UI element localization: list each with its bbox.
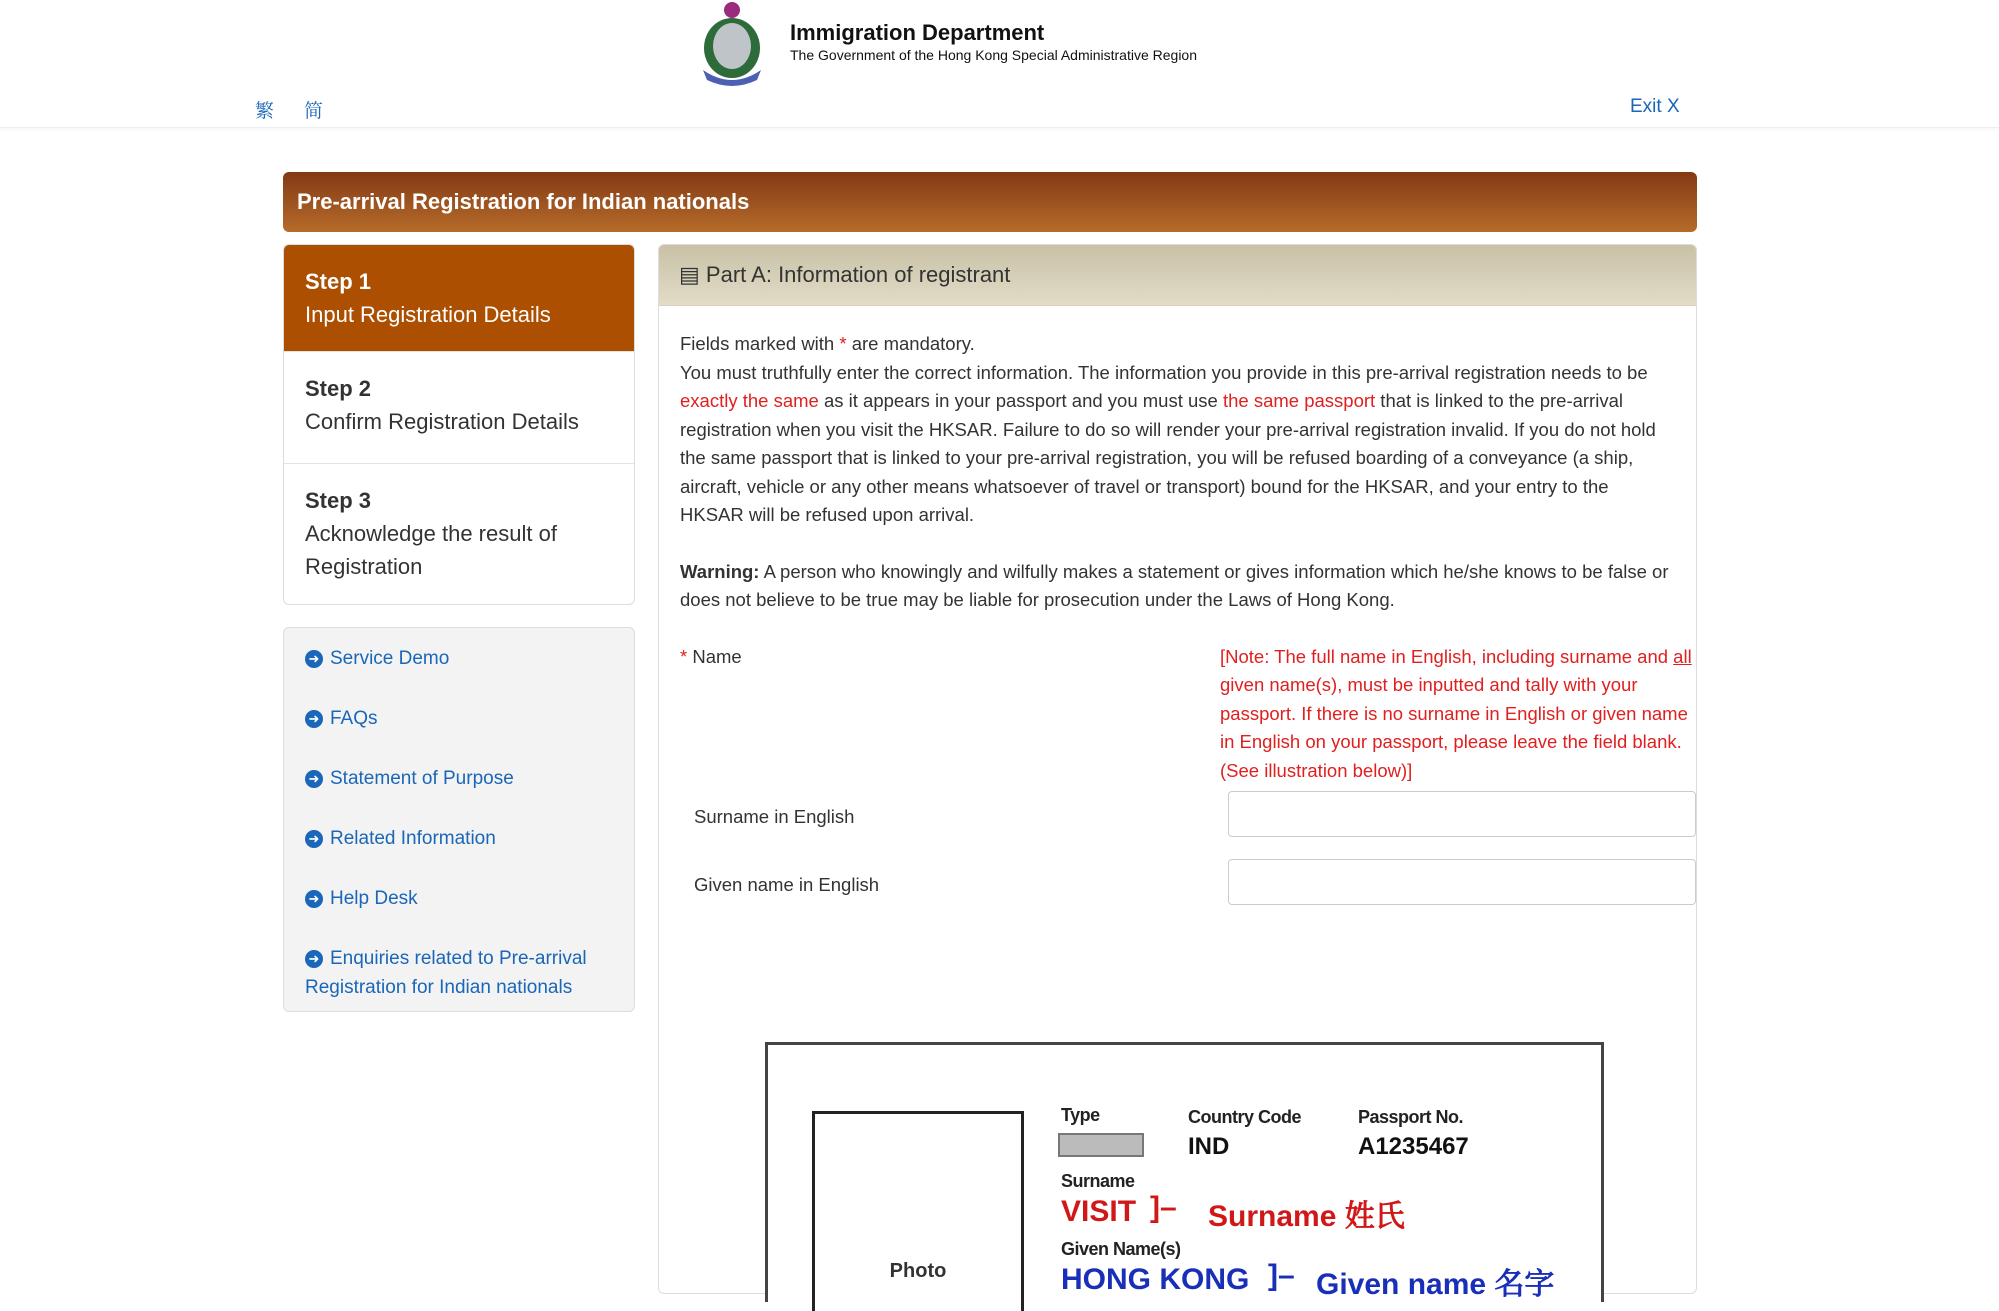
- site-header: [0, 0, 1999, 128]
- surname-tag: Surname 姓氏: [1208, 1200, 1405, 1233]
- step-3: [284, 464, 634, 603]
- mandatory-note: Fields marked with * are mandatory.: [680, 333, 975, 354]
- name-note: [Note: The full name in English, including surname and all given name(s), must be inputted and tally with your passport. If there is no surname in English or given name in English on your passport, please leave the field blank. (See illustration below)]: [1220, 645, 1692, 781]
- link-label: Service Demo: [330, 648, 450, 669]
- help-desk-link[interactable]: [305, 884, 613, 913]
- bracket-icon: ]–: [1150, 1191, 1177, 1224]
- simplified-chinese-link[interactable]: 简: [304, 101, 324, 122]
- photo-box: Photo: [812, 1111, 1024, 1311]
- links-panel: [283, 627, 635, 1012]
- type-label: Type: [1061, 1105, 1100, 1125]
- government-name: The Government of the Hong Kong Special Administrative Region: [790, 47, 1198, 63]
- enquiries-link[interactable]: [305, 944, 613, 1002]
- surname-sample: VISIT: [1061, 1195, 1137, 1228]
- step-label: Step 3: [305, 488, 372, 513]
- surname-sample-label: Surname: [1061, 1171, 1135, 1191]
- link-label: Help Desk: [330, 888, 418, 909]
- given-tag: Given name 名字: [1316, 1268, 1555, 1301]
- link-label: Enquiries related to Pre-arrival Registration for Indian nationals: [305, 948, 587, 998]
- arrow-right-circle-icon: ➜: [305, 890, 323, 908]
- given-name-input[interactable]: [1228, 859, 1696, 905]
- statement-of-purpose-link[interactable]: [305, 764, 613, 793]
- step-2: [284, 352, 634, 464]
- bracket-icon: ]–: [1268, 1259, 1295, 1292]
- link-label: FAQs: [330, 708, 378, 729]
- traditional-chinese-link[interactable]: 繁: [255, 101, 275, 122]
- arrow-right-circle-icon: ➜: [305, 650, 323, 668]
- step-desc: Acknowledge the result of Registration: [305, 521, 557, 579]
- given-sample: HONG KONG: [1061, 1263, 1250, 1296]
- type-box: [1058, 1133, 1144, 1157]
- arrow-right-circle-icon: ➜: [305, 830, 323, 848]
- link-label: Related Information: [330, 828, 496, 849]
- arrow-right-circle-icon: ➜: [305, 950, 323, 968]
- faqs-link[interactable]: [305, 704, 613, 733]
- given-sample-label: Given Name(s): [1061, 1239, 1181, 1259]
- passport-no-label: Passport No.: [1358, 1107, 1464, 1127]
- country-code-label: Country Code: [1188, 1107, 1301, 1127]
- steps-panel: [283, 244, 635, 605]
- step-desc: Input Registration Details: [305, 302, 551, 327]
- department-name: Immigration Department: [790, 20, 1045, 45]
- arrow-right-circle-icon: ➜: [305, 710, 323, 728]
- service-demo-link[interactable]: [305, 644, 613, 673]
- given-name-label: Given name in English: [694, 873, 880, 895]
- page-title: Pre-arrival Registration for Indian nationals: [283, 172, 1697, 232]
- passport-illustration: [765, 1042, 1604, 1302]
- link-label: Statement of Purpose: [330, 768, 514, 789]
- list-icon: ▤: [679, 262, 700, 287]
- name-label: * Name: [680, 645, 742, 667]
- step-label: Step 1: [305, 269, 372, 294]
- country-code: IND: [1188, 1133, 1230, 1160]
- step-1: [284, 245, 634, 352]
- step-desc: Confirm Registration Details: [305, 409, 579, 434]
- passport-no: A1235467: [1358, 1133, 1469, 1160]
- related-information-link[interactable]: [305, 824, 613, 853]
- surname-label: Surname in English: [694, 805, 855, 827]
- panel-header: [659, 245, 1696, 306]
- name-section: [680, 643, 1692, 803]
- exit-link[interactable]: Exit X: [1630, 96, 1680, 117]
- warning-text: Warning: A person who knowingly and wilfully makes a statement or gives information which he/she knows to be false or does not believe to be true may be liable for prosecution under the Laws of Hong Kong.: [680, 560, 1669, 610]
- immigration-department-logo: [695, 0, 769, 86]
- panel-heading: Part A: Information of registrant: [705, 262, 1011, 287]
- arrow-right-circle-icon: ➜: [305, 770, 323, 788]
- surname-input[interactable]: [1228, 791, 1696, 837]
- intro-text: You must truthfully enter the correct information. The information you provide in this pre-arrival registration needs to be exactly the same as it appears in your passport and you must use the same passport that is linked to the pre-arrival registration when you visit the HKSAR. Failure to do so will render your pre-arrival registration invalid. If you do not hold the same passport that is linked to your pre-arrival registration, you will be refused boarding of a conveyance (a ship, aircraft, vehicle or any other means whatsoever of travel or transport) bound for the HKSAR, and your entry to the HKSAR will be refused upon arrival.: [680, 361, 1656, 525]
- step-label: Step 2: [305, 376, 372, 401]
